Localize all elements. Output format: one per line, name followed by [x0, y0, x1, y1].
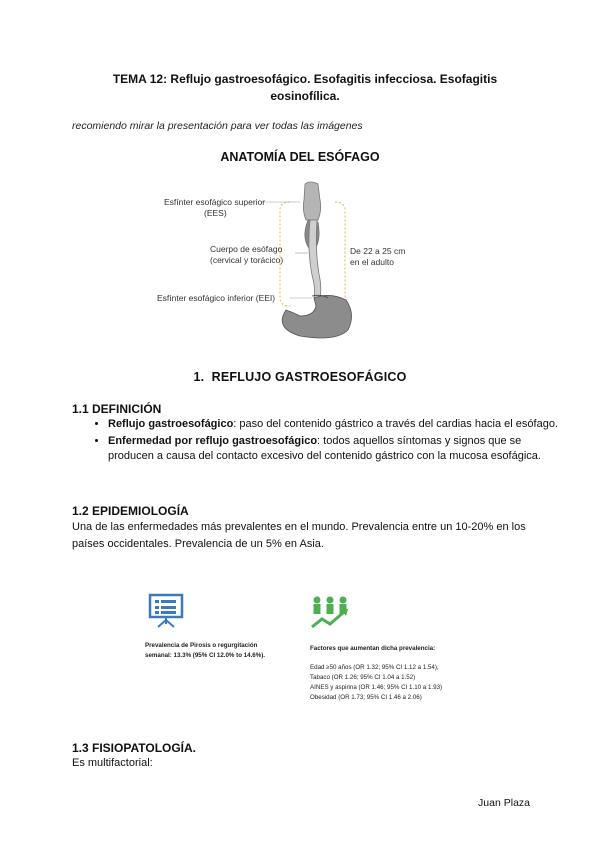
epidemiology-paragraph: Una de las enfermedades más prevalentes en el mundo. Prevalencia entre un 10-20% en los países occidentales. Prevalencia de un 5% en Asia.: [72, 521, 526, 550]
section-1-heading: [0, 370, 600, 384]
prevalence-box: Prevalencia de Pirosis o regurgitación semanal: 13.3% (95% CI 12.0% to 14.6%).: [145, 642, 266, 659]
label-esophagus-body: Cuerpo de esófago (cervical y torácico): [210, 244, 284, 265]
physiopathology-text: Es multifactorial:: [72, 757, 153, 769]
title-line-1: TEMA 12: Reflujo gastroesofágico. Esofagitis infecciosa. Esofagitis: [112, 72, 498, 86]
physiopathology-heading: 1.3 FISIOPATOLOGÍA.: [72, 741, 197, 755]
section-1-number: 1.: [193, 370, 205, 384]
list-item: Tabaco (OR 1.26; 95% CI 1.04 a 1.52): [310, 674, 416, 681]
list-item: Edad ≥50 años (OR 1.32; 95% CI 1.12 a 1.54),: [310, 664, 439, 671]
list-item: Obesidad (OR 1.73; 95% CI 1.46 a 2.06): [310, 694, 422, 701]
definition-heading: 1.1 DEFINICIÓN: [72, 402, 162, 416]
title-line-2: eosinofílica.: [270, 89, 340, 103]
epidemiology-heading: 1.2 EPIDEMIOLOGÍA: [72, 504, 189, 518]
risk-factors-box: Factores que aumentan dicha prevalencia: Edad ≥50 años (OR 1.32; 95% CI 1.12 a 1.54), Tabaco (OR 1.26; 95% CI 1.04 a 1.52) AINES y aspirina (OR 1.46; 95% CI 1.10 a 1.93) Obesidad (OR 1.73; 95% CI 1.46 a 2.06): [310, 644, 480, 703]
presentation-board-icon: [148, 592, 184, 633]
document-title: [70, 71, 540, 105]
section-1-title: REFLUJO GASTROESOFÁGICO: [211, 370, 407, 384]
list-item: • Reflujo gastroesofágico: paso del contenido gástrico a través del cardias hacia el esófago.: [108, 417, 568, 433]
definition-list: [72, 417, 568, 466]
label-length: De 22 a 25 cm en el adulto: [350, 246, 406, 267]
presentation-note: recomiendo mirar la presentación para ver todas las imágenes: [72, 120, 363, 132]
label-eei: Esfínter esofágico inferior (EEI): [157, 293, 276, 303]
anatomy-heading: ANATOMÍA DEL ESÓFAGO: [220, 150, 380, 164]
footer-author: Juan Plaza: [478, 797, 530, 809]
list-item: AINES y aspirina (OR 1.46; 95% CI 1.10 a 1.93): [310, 684, 443, 691]
label-ees: Esfínter esofágico superior (EES): [164, 197, 266, 218]
growing-group-icon: [310, 595, 350, 636]
list-item: • Enfermedad por reflujo gastroesofágico: todos aquellos síntomas y signos que se producen a causa del contacto excesivo del contenido gástrico con la mucosa esofágica.: [108, 434, 568, 465]
